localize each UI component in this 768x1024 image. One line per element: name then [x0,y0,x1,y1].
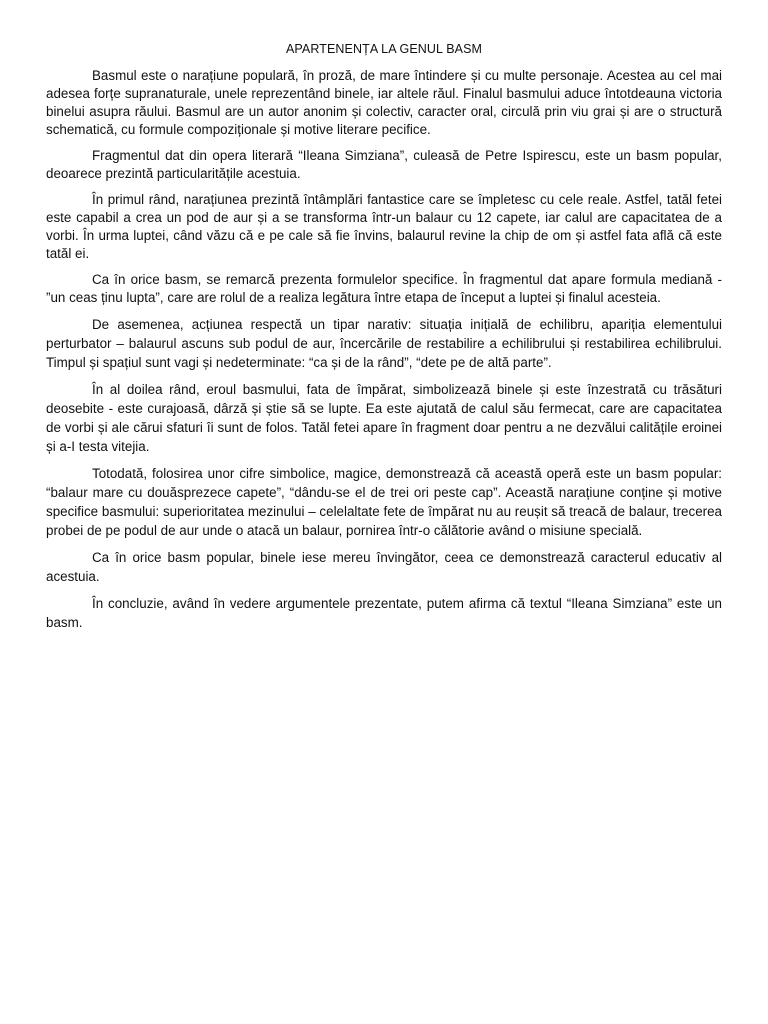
paragraph-hero: În al doilea rând, eroul basmului, fata de împărat, simbolizează binele și este înzestrată cu trăsături deosebite - este curajoasă, dârză și știe să se lupte. Ea este ajutată de calul său fermecat, care are capacitatea de vorbi și ale cărui sfaturi îi sunt de folos. Tatăl fetei apare în fragment doar pentru a ne dezvălui calitățile eroinei și a-I testa vitejia. [46,382,722,454]
paragraph-symbols: Totodată, folosirea unor cifre simbolice, magice, demonstrează că această operă este un basm popular: “balaur mare cu douăsprezece capete”, “dându-se el de trei ori peste cap”. Această narațiune conține și motive specifice basmului: superioritatea mezinului – celelaltate fete de împărat nu au reușit să treacă de balaur, trecerea probei de pe podul de aur unde o atacă un balaur, pornirea într-o călătorie având o misiune specială. [46,466,722,538]
paragraph-good-wins: Ca în orice basm popular, binele iese mereu învingător, ceea ce demonstrează caracterul educativ al acestuia. [46,550,722,584]
document-page [46,40,722,640]
paragraph-formulas: Ca în orice basm, se remarcă prezenta formulelor specifice. În fragmentul dat apare formula mediană - ”un ceas ținu lupta”, care are rolul de a realiza legătura între etapa de început a luptei și finalul acesteia. [46,272,722,305]
paragraph-fantastic: În primul rând, narațiunea prezintă întâmplări fantastice care se împletesc cu cele reale. Astfel, tatăl fetei este capabil a crea un pod de aur și a se transforma într-un balaur cu 12 capete, iar calul are capacitatea de a vorbi. În urma luptei, când văzu că e pe cale să fie învins, balaurul revine la chip de om și astfel fata află că este tatăl ei. [46,192,722,261]
paragraph-definition: Basmul este o narațiune populară, în proză, de mare întindere și cu multe personaje. Acestea au cel mai adesea forțe supranaturale, unele reprezentând binele, iar altele răul. Finalul basmului aduce întotdeauna victoria binelui asupra răului. Basmul are un autor anonim și colectiv, caracter oral, circulă prin viu grai și are o structură schematică, cu formule compoziționale și motive literare pecifice. [46,68,722,137]
paragraph-narrative-pattern: De asemenea, acțiunea respectă un tipar narativ: situația inițială de echilibru, apariția elementului perturbator – balaurul ascuns sub podul de aur, încercările de restabilire a echilibrului și restabilirea echilibrului. Timpul și spațiul sunt vagi și nedeterminate: “ca și de la rând”, “dete pe de altă parte”. [46,317,722,370]
paragraph-thesis: Fragmentul dat din opera literară “Ileana Simziana”, culeasă de Petre Ispirescu, este un basm popular, deoarece prezintă particularitățile acestuia. [46,148,722,181]
paragraph-conclusion: În concluzie, având în vedere argumentele prezentate, putem afirma că textul “Ileana Simziana” este un basm. [46,596,722,630]
document-title: APARTENENȚA LA GENUL BASM [285,42,483,56]
